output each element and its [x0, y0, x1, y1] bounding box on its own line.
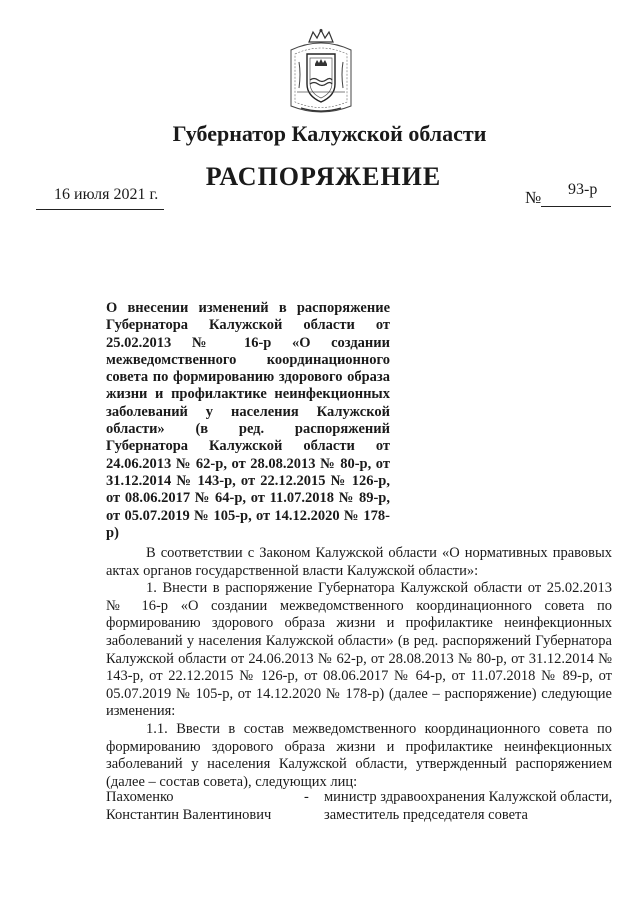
number-sign: №	[525, 188, 542, 207]
document-subject: О внесении изменений в распоряжение Губернатора Калужской области от 25.02.2013 № 16-р «О создании межведомственного координационного совета по формированию здорового образа жизни и профилактике неинфекционных заболеваний у населения Калужской области» (в ред. распоряжений Губернатора Калужской области от 24.06.2013 № 62-р, от 28.08.2013 № 80-р, от 31.12.2014 № 143-р, от 22.12.2015 № 126-р, от 08.06.2017 № 64-р, от 11.07.2018 № 89-р, от 05.07.2019 № 105-р, от 14.12.2020 № 178-р)	[106, 300, 390, 541]
number-underline	[541, 206, 611, 207]
document-date: 16 июля 2021 г.	[54, 186, 159, 203]
member-role: министр здравоохранения Калужской области, заместитель председателя совета	[324, 789, 613, 823]
document-type-heading: РАСПОРЯЖЕНИЕ	[205, 162, 442, 191]
member-name	[106, 788, 286, 824]
date-underline	[36, 209, 164, 210]
authority-title: Губернатор Калужской области	[172, 121, 487, 146]
body-paragraph-preamble: В соответствии с Законом Калужской области «О нормативных правовых актах органов государственной власти Калужской области»:	[106, 545, 612, 579]
document-number: 93-р	[568, 181, 598, 198]
member-surname: Пахоменко	[106, 789, 174, 805]
member-dash: -	[304, 789, 309, 805]
member-given-names: Константин Валентинович	[106, 807, 272, 823]
body-paragraph-item-1-1: 1.1. Ввести в состав межведомственного координационного совета по формированию здорового образа жизни и профилактике неинфекционных заболеваний у населения Калужской области, утвержденный распоряжением (далее – состав совета), следующих лиц:	[106, 720, 612, 790]
document-body	[106, 545, 612, 791]
coat-of-arms-icon	[285, 28, 357, 116]
body-paragraph-item-1: 1. Внести в распоряжение Губернатора Калужской области от 25.02.2013 № 16-р «О создании межведомственного координационного совета по формированию здорового образа жизни и профилактике неинфекционных заболеваний у населения Калужской области» (в ред. распоряжений Губернатора Калужской области от 24.06.2013 № 62-р, от 28.08.2013 № 80-р, от 31.12.2014 № 143-р, от 22.12.2015 № 126-р, от 08.06.2017 № 64-р, от 11.07.2018 № 89-р, от 05.07.2019 № 105-р, от 14.12.2020 № 178-р) (далее – распоряжение) следующие изменения:	[106, 580, 612, 720]
